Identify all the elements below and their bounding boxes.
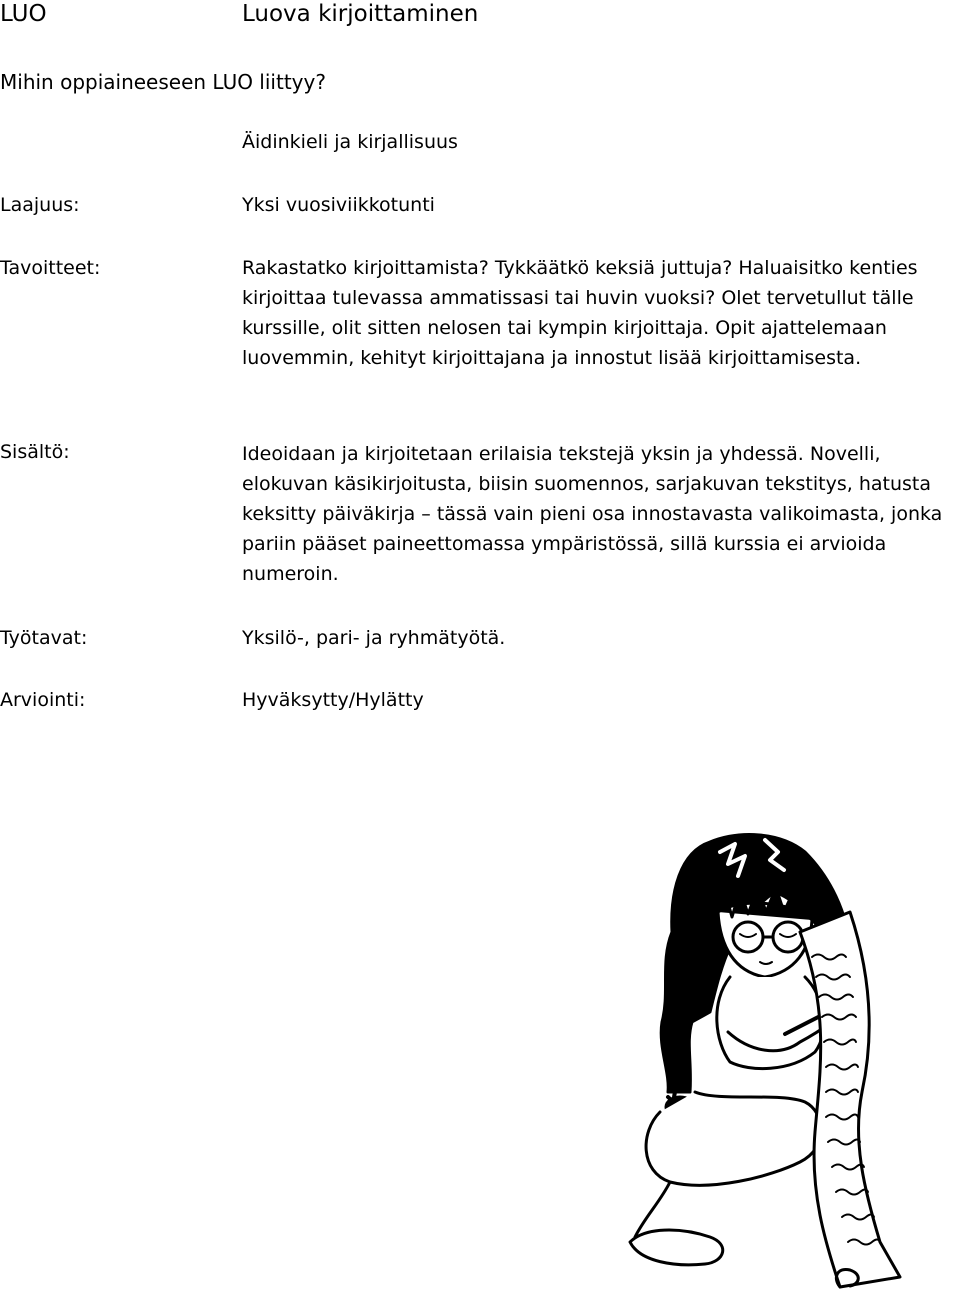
subject-question: Mihin oppiaineeseen LUO liittyy? [0,70,326,94]
methods-value: Yksilö-, pari- ja ryhmätyötä. [242,627,506,649]
assessment-label: Arviointi: [0,689,86,711]
methods-label: Työtavat: [0,627,88,649]
course-title: Luova kirjoittaminen [242,1,479,27]
scroll-paper [800,912,900,1287]
legs [646,1092,821,1185]
goals-label: Tavoitteet: [0,257,101,279]
content-text: Ideoidaan ja kirjoitetaan erilaisia tekstejä yksin ja yhdessä. Novelli, elokuvan käsikirjoitusta, biisin suomennos, sarjakuvan tekstitys, hatusta keksitty päiväkirja – tässä vain pieni osa innostavasta valikoimasta, jonka pariin pääset paineettomassa ympäristössä, sillä kurssia ei arvioida numeroin. [242,443,943,585]
assessment-value: Hyväksytty/Hylätty [242,689,424,711]
subject-value: Äidinkieli ja kirjallisuus [242,131,458,153]
content-label: Sisältö: [0,441,70,463]
course-code: LUO [0,1,47,27]
goals-text: Rakastatko kirjoittamista? Tykkäätkö keksiä juttuja? Haluaisitko kenties kirjoittaa tulevassa ammatissasi tai huvin vuoksi? Olet tervetullut tälle kurssille, olit sitten nelosen tai kympin kirjoittaja. Opit ajattelemaan luovemmin, kehityt kirjoittajana ja innostut lisää kirjoittamisesta. [242,257,918,369]
foot [630,1230,723,1265]
scope-value: Yksi vuosiviikkotunti [242,194,435,216]
scope-label: Laajuus: [0,194,80,216]
girl-writing-scroll-illustration [600,772,920,1292]
